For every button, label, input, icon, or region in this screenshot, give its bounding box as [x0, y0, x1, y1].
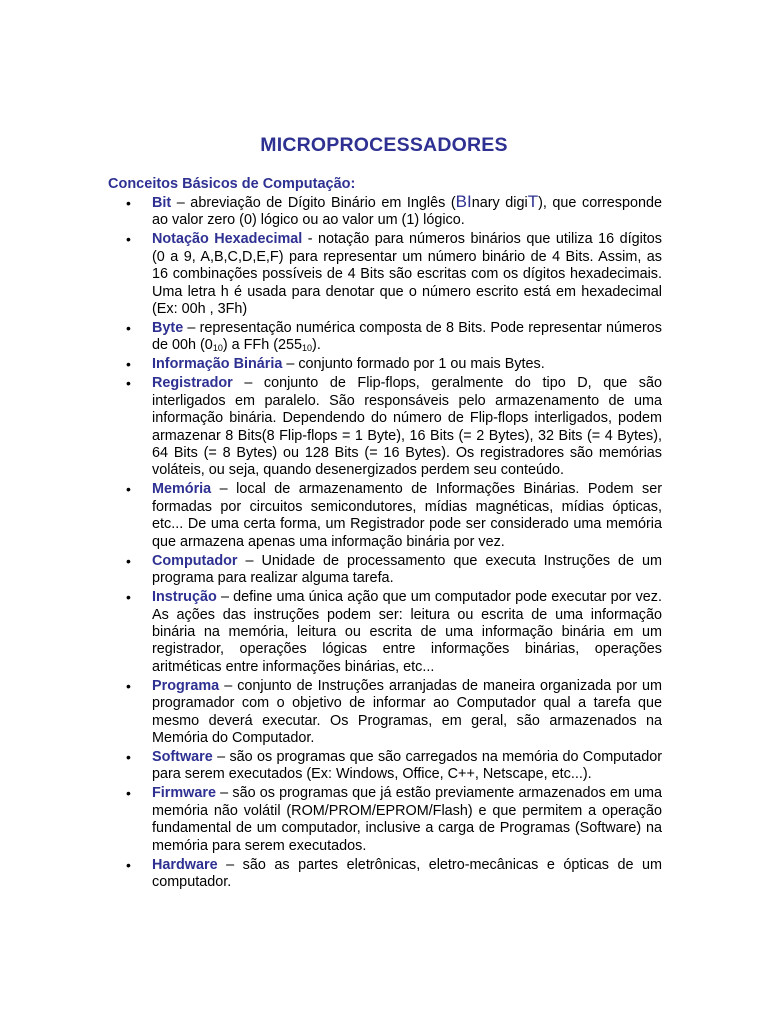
- bullet-icon: •: [126, 231, 131, 248]
- definition-term: Byte: [152, 320, 184, 337]
- definition-item-hardware: [108, 857, 662, 892]
- bullet-icon: •: [126, 195, 131, 211]
- definition-term: Computador: [152, 552, 238, 569]
- subscript: 10: [302, 343, 313, 354]
- definition-text: – conjunto de Instruções arranjadas de maneira organizada por um programador com o objetivo de informar ao Computador qual a tarefa que mesmo deverá executar. Os Programas, em geral, são armazenados na Memória do Computador.: [152, 677, 662, 746]
- definition-term: Registrador: [152, 375, 233, 392]
- definition-text: nary digi: [471, 195, 528, 211]
- page-title: MICROPROCESSADORES: [260, 134, 508, 156]
- bullet-icon: •: [126, 375, 131, 392]
- definition-text: – são os programas que já estão previamente armazenados em uma memória não volátil (ROM/PROM/EPROM/Flash) e que permitem a operação fundamental de um computador, inclusive a carga de Programas (Software) na memória para serem executados.: [152, 785, 662, 854]
- bullet-icon: •: [126, 356, 131, 373]
- bullet-icon: •: [126, 856, 131, 873]
- definition-text: – abreviação de Dígito Binário em Inglês (: [171, 195, 456, 211]
- definition-item-notacao-hexadecimal: [108, 231, 662, 318]
- definition-item-registrador: [108, 375, 662, 479]
- subscript: 10: [212, 343, 223, 354]
- emphasis-letters: BI: [455, 192, 472, 211]
- definition-item-computador: [108, 553, 662, 588]
- bullet-icon: •: [126, 320, 131, 337]
- bullet-icon: •: [126, 748, 131, 765]
- definition-text: ) a FFh (255: [222, 337, 303, 354]
- definition-text: – são as partes eletrônicas, eletro-mecânicas e ópticas de um computador.: [152, 856, 662, 890]
- bullet-icon: •: [126, 481, 131, 498]
- definition-item-memoria: [108, 481, 662, 551]
- definition-term: Firmware: [152, 785, 216, 802]
- definition-item-firmware: [108, 785, 662, 855]
- definition-term: Hardware: [152, 856, 218, 873]
- bullet-icon: •: [126, 552, 131, 569]
- definition-text: – Unidade de processamento que executa Instruções de um programa para realizar alguma tarefa.: [152, 552, 662, 587]
- bullet-icon: •: [126, 785, 131, 802]
- definition-text: – representação numérica composta de 8 Bits. Pode representar números de 00h (0: [152, 320, 662, 354]
- definition-term: Informação Binária: [152, 356, 283, 373]
- definition-text: - notação para números binários que utiliza 16 dígitos (0 a 9, A,B,C,D,E,F) para representar um número binário de 4 Bits. Assim, as 16 combinações possíveis de 4 Bits são escritas com os dígitos hexadecimais. Uma letra h é usada para denotar que o número escrito está em hexadecimal (Ex: 00h , 3Fh): [152, 231, 662, 318]
- definition-item-programa: [108, 678, 662, 748]
- emphasis-letters: T: [527, 192, 539, 211]
- definition-item-informacao-binaria: [108, 356, 662, 373]
- definition-text: – local de armazenamento de Informações Binárias. Podem ser formadas por circuitos semicondutores, mídias magnéticas, mídias ópticas, etc... De uma certa forma, um Registrador pode ser considerado uma memória que armazena apenas uma informação binária por vez.: [152, 481, 662, 550]
- definition-text: ), que corresponde ao valor zero (0) lógico ou ao valor um (1) lógico.: [152, 195, 662, 229]
- definition-term: Programa: [152, 677, 220, 694]
- definition-item-software: [108, 749, 662, 784]
- definition-term: Instrução: [152, 589, 217, 606]
- definition-text: – conjunto de Flip-flops, geralmente do tipo D, que são interligados em paralelo. São responsáveis pelo armazenamento de uma informação binária. Dependendo do número de Flip-flops interligados, podem armazenar 8 Bits(8 Flip-flops = 1 Byte), 16 Bits (= 2 Bytes), 32 Bits (= 4 Bytes), 64 Bits (= 8 Bytes) ou 128 Bits (= 16 Bytes). Os registradores são memórias voláteis, ou seja, quando desenergizados perdem seu conteúdo.: [152, 375, 662, 479]
- definition-text: – são os programas que são carregados na memória do Computador para serem executados (Ex: Windows, Office, C++, Netscape, etc...).: [152, 748, 662, 783]
- definition-text: – conjunto formado por 1 ou mais Bytes.: [282, 356, 545, 373]
- section-heading: Conceitos Básicos de Computação:: [108, 176, 356, 192]
- definition-item-instrucao: [108, 589, 662, 676]
- bullet-icon: •: [126, 677, 131, 694]
- bullet-icon: •: [126, 589, 131, 606]
- definition-text: ).: [312, 337, 321, 354]
- definition-list: [108, 192, 662, 893]
- definition-text: – define uma única ação que um computador pode executar por vez. As ações das instruções podem ser: leitura ou escrita de uma informação binária na memória, leitura ou escrita de uma informação binária em um registrador, operações lógicas entre informações binárias, operações aritméticas entre informações binárias, etc...: [152, 589, 662, 675]
- definition-item-byte: [108, 320, 662, 355]
- definition-term: Memória: [152, 481, 212, 498]
- definition-term: Bit: [152, 195, 172, 211]
- definition-item-bit: [108, 192, 662, 230]
- definition-term: Notação Hexadecimal: [152, 231, 303, 248]
- definition-term: Software: [152, 748, 213, 765]
